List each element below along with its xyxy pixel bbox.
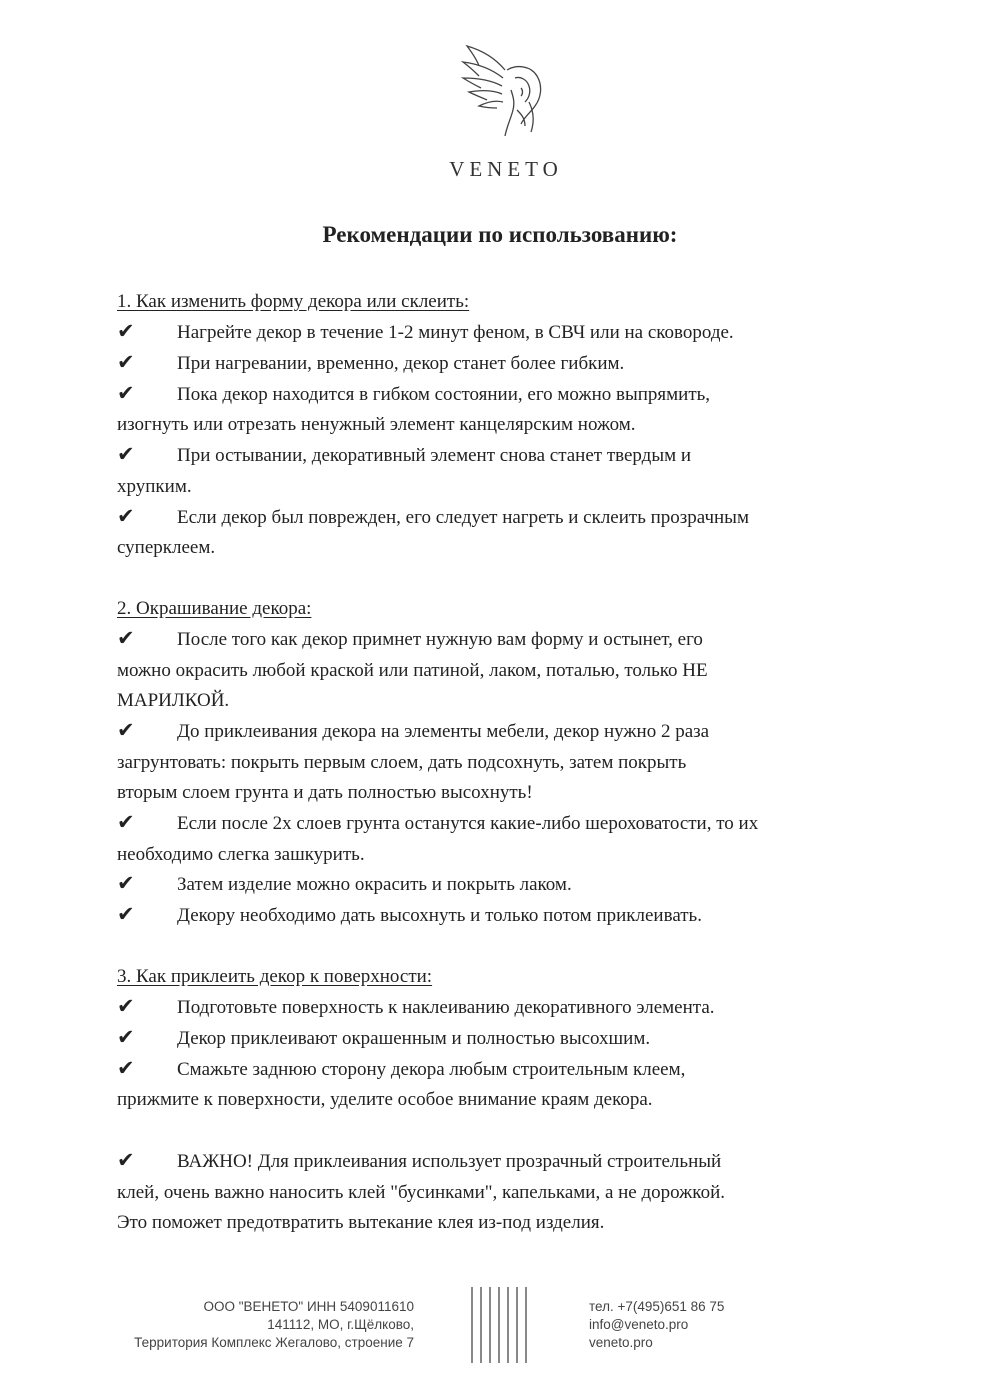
company-address-line2: Территория Комплекс Жегалово, строение 7 [134,1335,414,1350]
website-link[interactable]: veneto.pro [589,1335,653,1350]
section-1-heading: 1. Как изменить форму декора или склеить: [117,291,470,312]
phone-text: тел. +7(495)651 86 75 [589,1299,725,1314]
company-name: ООО "ВЕНЕТО" ИНН 5409011610 [203,1299,414,1314]
check-icon: ✔ [117,381,135,405]
list-item: При остывании, декоративный элемент снова станет твердым и [177,445,692,466]
check-icon: ✔ [117,442,135,466]
list-item: До приклеивания декора на элементы мебели, декор нужно 2 раза [177,721,710,742]
list-item: Пока декор находится в гибком состоянии, его можно выпрямить, [177,384,711,405]
list-item-continuation: загрунтовать: покрыть первым слоем, дать подсохнуть, затем покрыть [117,752,687,773]
check-icon: ✔ [117,1025,135,1049]
winged-lion-icon [455,40,555,150]
list-item-continuation: вторым слоем грунта и дать полностью высохнуть! [117,782,533,803]
check-icon: ✔ [117,902,135,926]
section-3-heading: 3. Как приклеить декор к поверхности: [117,966,433,987]
list-item-continuation: суперклеем. [117,537,216,558]
check-icon: ✔ [117,810,135,834]
list-item: Подготовьте поверхность к наклеиванию декоративного элемента. [177,997,715,1018]
check-icon: ✔ [117,504,135,528]
check-icon: ✔ [117,350,135,374]
list-item: Затем изделие можно окрасить и покрыть лаком. [177,874,572,895]
footer-divider-lines [468,1283,532,1367]
important-note-continuation: Это поможет предотвратить вытекание клея из-под изделия. [117,1212,605,1233]
list-item: При нагревании, временно, декор станет более гибким. [177,353,625,374]
list-item-continuation: изогнуть или отрезать ненужный элемент канцелярским ножом. [117,414,636,435]
document-title: Рекомендации по использованию: [322,222,678,247]
list-item: Если после 2х слоев грунта останутся какие-либо шероховатости, то их [177,813,759,834]
check-icon: ✔ [117,871,135,895]
list-item-continuation: хрупким. [117,476,192,497]
check-icon: ✔ [117,319,135,343]
section-2-heading: 2. Окрашивание декора: [117,598,312,619]
email-link[interactable]: info@veneto.pro [589,1317,689,1332]
list-item: Декору необходимо дать высохнуть и только потом приклеивать. [177,905,702,926]
list-item-continuation: прижмите к поверхности, уделите особое внимание краям декора. [117,1089,653,1110]
list-item: После того как декор примнет нужную вам форму и остынет, его [177,629,703,650]
important-note-continuation: клей, очень важно наносить клей "бусинками", капельками, а не дорожкой. [117,1182,725,1203]
list-item-continuation: необходимо слегка зашкурить. [117,844,365,865]
footer-company-info [60,1298,414,1352]
list-item-continuation: МАРИЛКОЙ. [117,690,230,711]
brand-name: VENETO [449,157,563,181]
company-address: 141112, МО, г.Щёлково, [267,1317,414,1332]
check-icon: ✔ [117,718,135,742]
check-icon: ✔ [117,994,135,1018]
check-icon: ✔ [117,1056,135,1080]
check-icon: ✔ [117,626,135,650]
list-item-continuation: можно окрасить любой краской или патиной, лаком, поталью, только НЕ [117,660,708,681]
list-item: Декор приклеивают окрашенным и полностью высохшим. [177,1028,651,1049]
list-item: Если декор был поврежден, его следует нагреть и склеить прозрачным [177,507,749,528]
check-icon: ✔ [117,1148,135,1172]
list-item: Смажьте заднюю сторону декора любым строительным клеем, [177,1059,686,1080]
important-note: ВАЖНО! Для приклеивания использует прозрачный строительный [177,1151,722,1172]
footer-contacts [589,1298,724,1352]
list-item: Нагрейте декор в течение 1-2 минут феном, в СВЧ или на сковороде. [177,322,734,343]
